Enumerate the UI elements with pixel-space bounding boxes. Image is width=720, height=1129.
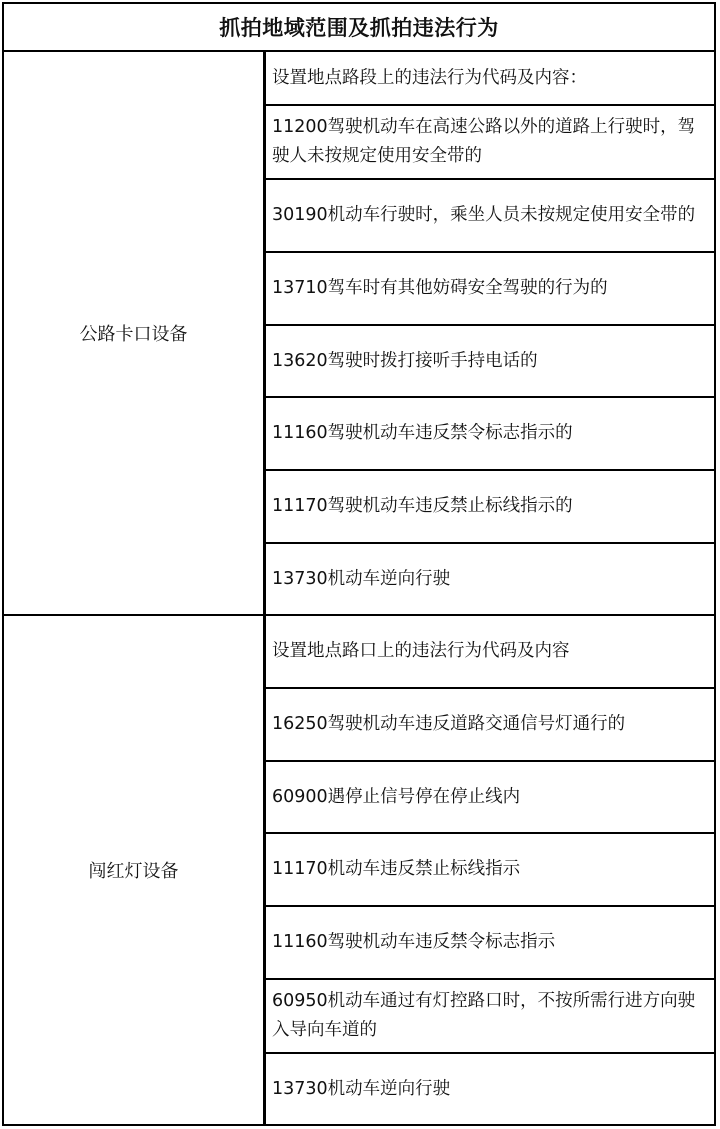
- table-row: 13620驾驶时拨打接听手持电话的: [264, 326, 716, 398]
- group-label-highway-checkpoint: 公路卡口设备: [2, 52, 265, 616]
- table-row: 13730机动车逆向行驶: [264, 1054, 716, 1126]
- table-row: 11170机动车违反禁止标线指示: [264, 834, 716, 907]
- table-row: 设置地点路段上的违法行为代码及内容：: [264, 52, 716, 106]
- table-row: 13730机动车逆向行驶: [264, 544, 716, 616]
- table-row: 13710驾车时有其他妨碍安全驾驶的行为的: [264, 253, 716, 326]
- table-row: 30190机动车行驶时，乘坐人员未按规定使用安全带的: [264, 180, 716, 253]
- table-row: 11160驾驶机动车违反禁令标志指示: [264, 907, 716, 980]
- table-row: 11160驾驶机动车违反禁令标志指示的: [264, 398, 716, 471]
- table-row: 设置地点路口上的违法行为代码及内容: [264, 616, 716, 689]
- table-row: 11170驾驶机动车违反禁止标线指示的: [264, 471, 716, 544]
- table-row: 16250驾驶机动车违反道路交通信号灯通行的: [264, 689, 716, 762]
- table-row: 11200驾驶机动车在高速公路以外的道路上行驶时，驾驶人未按规定使用安全带的: [264, 106, 716, 180]
- table-row: 60950机动车通过有灯控路口时，不按所需行进方向驶入导向车道的: [264, 980, 716, 1054]
- table-row: 60900遇停止信号停在停止线内: [264, 762, 716, 834]
- group-label-red-light: 闯红灯设备: [2, 616, 265, 1126]
- table-title: 抓拍地域范围及抓拍违法行为: [2, 2, 716, 52]
